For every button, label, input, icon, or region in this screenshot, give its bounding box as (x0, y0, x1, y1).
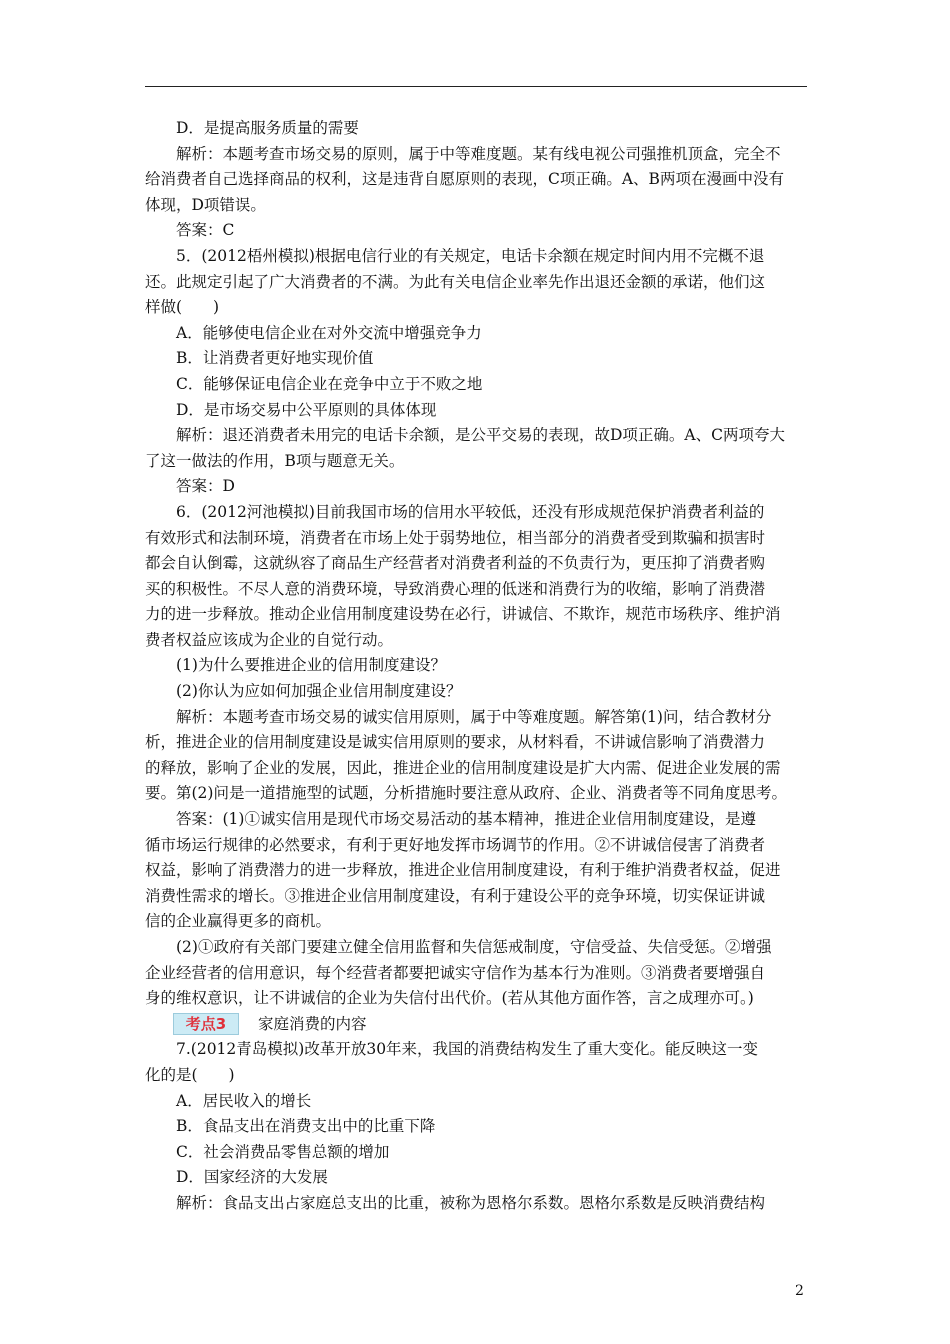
text-line: A．居民收入的增长 (176, 1091, 312, 1110)
text-line: D．是市场交易中公平原则的具体体现 (176, 400, 437, 419)
text-line: 答案：C (176, 221, 235, 240)
text-line: 信的企业赢得更多的商机。 (145, 912, 332, 931)
text-line: 6．(2012河池模拟)目前我国市场的信用水平较低，还没有形成规范保护消费者利益的 (176, 502, 765, 521)
topic-badge: 考点3 (173, 1013, 239, 1035)
text-line: 解析：退还消费者未用完的电话卡余额，是公平交易的表现，故D项正确。A、C两项夸大 (176, 426, 785, 445)
text-line: A．能够使电信企业在对外交流中增强竞争力 (176, 323, 482, 342)
text-line: 化的是( ) (145, 1065, 235, 1084)
text-line: 7.(2012青岛模拟)改革开放30年来，我国的消费结构发生了重大变化。能反映这一变 (176, 1040, 759, 1059)
topic-header (145, 1012, 807, 1038)
text-line: 解析：本题考查市场交易的原则，属于中等难度题。某有线电视公司强推机顶盒，完全不 (176, 144, 781, 163)
text-line: C．社会消费品零售总额的增加 (176, 1142, 390, 1161)
text-line: 解析：食品支出占家庭总支出的比重，被称为恩格尔系数。恩格尔系数是反映消费结构 (176, 1193, 766, 1212)
topic-title: 家庭消费的内容 (258, 1014, 367, 1033)
text-line: 还。此规定引起了广大消费者的不满。为此有关电信企业率先作出退还金额的承诺，他们这 (145, 272, 766, 291)
text-line: 费者权益应该成为企业的自觉行动。 (145, 630, 394, 649)
text-line: 权益，影响了消费潜力的进一步释放，推进企业信用制度建设，有利于维护消费者权益，促进 (145, 861, 781, 880)
text-line: 答案：(1)①诚实信用是现代市场交易活动的基本精神，推进企业信用制度建设，是遵 (176, 810, 756, 829)
text-line: B．让消费者更好地实现价值 (176, 349, 374, 368)
text-line: B．食品支出在消费支出中的比重下降 (176, 1117, 436, 1136)
text-line: C．能够保证电信企业在竞争中立于不败之地 (176, 374, 483, 393)
text-line: 解析：本题考查市场交易的诚实信用原则，属于中等难度题。解答第(1)问，结合教材分 (176, 707, 772, 726)
header-rule (145, 86, 807, 87)
text-line: 力的进一步释放。推动企业信用制度建设势在必行，讲诚信、不欺诈，规范市场秩序、维护消 (145, 605, 781, 624)
text-line: 企业经营者的信用意识，每个经营者都要把诚实守信作为基本行为准则。③消费者要增强自 (145, 963, 766, 982)
text-line: 要。第(2)问是一道措施型的试题，分析措施时要注意从政府、企业、消费者等不同角度思考。 (145, 784, 787, 803)
text-line: (2)你认为应如何加强企业信用制度建设？ (176, 682, 462, 701)
text-line: 消费性需求的增长。③推进企业信用制度建设，有利于建设公平的竞争环境，切实保证讲诚 (145, 886, 766, 905)
text-line: 都会自认倒霉，这就纵容了商品生产经营者对消费者利益的不负责行为，更压抑了消费者购 (145, 554, 766, 573)
text-line: 给消费者自己选择商品的权利，这是违背自愿原则的表现，C项正确。A、B两项在漫画中没有 (145, 170, 784, 189)
text-line: 5．(2012梧州模拟)根据电信行业的有关规定，电话卡余额在规定时间内用不完概不退 (176, 246, 765, 265)
text-line: 买的积极性。不尽人意的消费环境，导致消费心理的低迷和消费行为的收缩，影响了消费潜 (145, 579, 766, 598)
text-line: 了这一做法的作用，B项与题意无关。 (145, 451, 405, 470)
text-line: 答案：D (176, 477, 235, 496)
document-body (145, 116, 807, 1217)
text-block-1 (145, 116, 807, 1012)
text-line: (1)为什么要推进企业的信用制度建设？ (176, 656, 446, 675)
text-line: D．是提高服务质量的需要 (176, 119, 359, 137)
text-line: 身的维权意识，让不讲诚信的企业为失信付出代价。(若从其他方面作答，言之成理亦可。) (145, 989, 754, 1008)
text-line: 体现，D项错误。 (145, 195, 266, 214)
text-line: (2)①政府有关部门要建立健全信用监督和失信惩戒制度，守信受益、失信受惩。②增强 (176, 938, 772, 956)
text-block-2 (145, 1037, 807, 1216)
text-line: 的释放，影响了企业的发展，因此，推进企业的信用制度建设是扩大内需、促进企业发展的需 (145, 758, 781, 777)
text-line: 有效形式和法制环境，消费者在市场上处于弱势地位，相当部分的消费者受到欺骗和损害时 (145, 528, 766, 547)
text-line: 循市场运行规律的必然要求，有利于更好地发挥市场调节的作用。②不讲诚信侵害了消费者 (145, 835, 766, 854)
text-line: D．国家经济的大发展 (176, 1168, 328, 1187)
text-line: 样做( ) (145, 298, 220, 317)
page-number: 2 (795, 1283, 804, 1299)
text-line: 析，推进企业的信用制度建设是诚实信用原则的要求，从材料看，不讲诚信影响了消费潜力 (145, 733, 766, 752)
